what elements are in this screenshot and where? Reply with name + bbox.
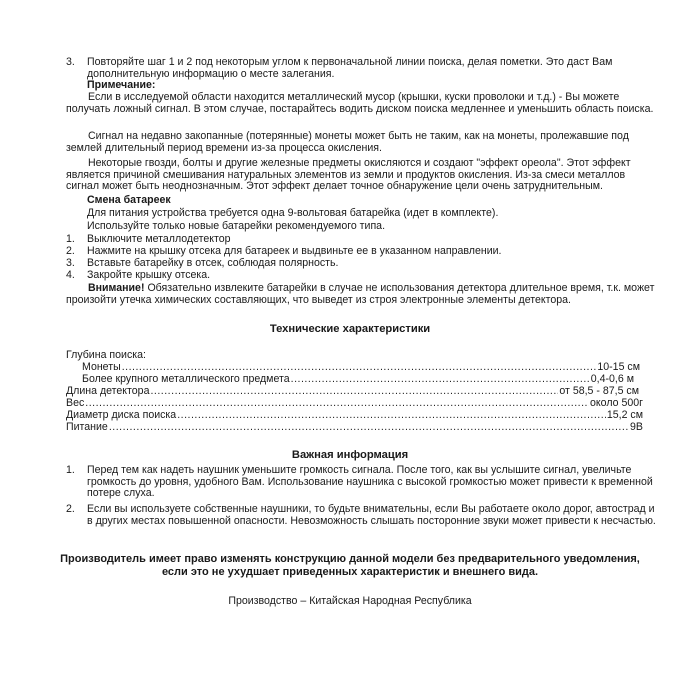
- disclaimer-line-2: если это не ухудшает приведенных характеристик и внешнего вида.: [161, 566, 539, 578]
- disclaimer-line-1: Производитель имеет право изменять конструкцию данной модели без предварительного уведомления,: [60, 553, 640, 565]
- battery-step-number: 4.: [66, 269, 75, 281]
- spec-row-coins: Монеты ..... 10-15 см: [82, 362, 640, 374]
- important-item-2: Если вы используете собственные наушники, то будьте внимательны, если Вы работаете около дорог, автострад и в других местах повышенной опасности. Невозможность слышать посторонние звуки может привести к несчастью.: [87, 503, 656, 527]
- battery-line-1: Для питания устройства требуется одна 9-вольтовая батарейка (идет в комплекте).: [87, 207, 499, 219]
- origin-note: Производство – Китайская Народная Республика: [228, 595, 472, 607]
- important-number: 2.: [66, 503, 75, 515]
- warning-label: Внимание!: [88, 282, 145, 294]
- step-3-text: Повторяйте шаг 1 и 2 под некоторым углом к первоначальной линии поиска, делая пометки. Это даст Вам дополнительную информацию о месте залегания.: [87, 56, 613, 80]
- battery-step-2: Нажмите на крышку отсека для батареек и выдвиньте ее в указанном направлении.: [87, 245, 502, 257]
- step-number: 3.: [66, 56, 75, 68]
- note-paragraph-2: Сигнал на недавно закопанные (потерянные) монеты может быть не таким, как на монеты, пролежавшие под землей длительный период времени из-за процесса окисления.: [66, 130, 629, 154]
- spec-row-weight: Вес ..... около 500г: [66, 398, 643, 410]
- spec-row-large-object: Более крупного металлического предмета ..... 0,4-0,6 м: [82, 374, 634, 386]
- battery-warning: [66, 283, 658, 306]
- spec-row-disc-diameter: Диаметр диска поиска ..... 15,2 см: [66, 410, 643, 422]
- spec-row-length: Длина детектора ..... от 58,5 - 87,5 см: [66, 386, 639, 398]
- warning-text: Обязательно извлеките батарейки в случае не использования детектора длительное время, т.к. может произойти утечка химических составляющих, что выведет из строя электронные элементы детектора.: [66, 282, 655, 306]
- note-paragraph-1: Если в исследуемой области находится металлический мусор (крышки, куски проволоки и т.д.) - Вы можете получать ложный сигнал. В этом случае, постарайтесь водить диском поиска медленнее и уменьшить область поиска.: [66, 91, 654, 115]
- note-paragraph-3: Некоторые гвозди, болты и другие железные предметы окисляются и создают "эффект ореола". Этот эффект является причиной смешивания натуральных элементов из земли и продуктов окисления. Из-за смеси металлов сигнал может быть неоднозначным. Этот эффект делает точное обнаружение цели очень затруднительным.: [66, 157, 631, 193]
- specs-title: Технические характеристики: [269, 323, 431, 335]
- important-item-1: Перед тем как надеть наушник уменьшите громкость сигнала. После того, как вы услышите сигнал, увеличьте громкость до уровня, удобного Вам. Использование наушника с высокой громкостью может привести к временной потере слуха.: [87, 464, 653, 500]
- battery-line-2: Используйте только новые батарейки рекомендуемого типа.: [87, 220, 386, 232]
- battery-step-3: Вставьте батарейку в отсек, соблюдая полярность.: [87, 257, 339, 269]
- battery-step-number: 1.: [66, 233, 75, 245]
- depth-label: Глубина поиска:: [66, 349, 146, 361]
- important-number: 1.: [66, 464, 75, 476]
- battery-step-number: 3.: [66, 257, 75, 269]
- important-title: Важная информация: [291, 449, 409, 461]
- battery-step-4: Закройте крышку отсека.: [87, 269, 211, 281]
- battery-step-1: Выключите металлодетектор: [87, 233, 231, 245]
- spec-row-power: Питание ..... 9В: [66, 422, 643, 434]
- battery-step-number: 2.: [66, 245, 75, 257]
- battery-title: Смена батареек: [87, 194, 171, 206]
- note-title: Примечание:: [87, 79, 156, 91]
